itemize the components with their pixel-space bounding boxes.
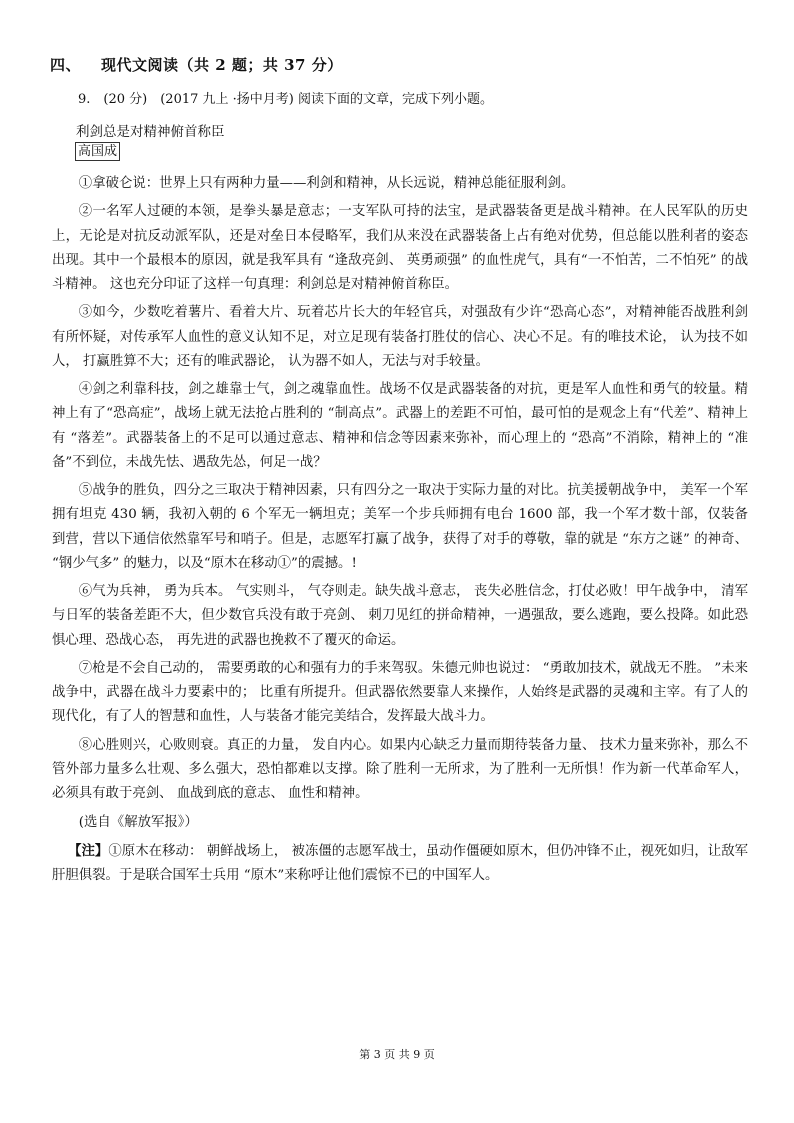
article-note <box>52 839 748 888</box>
page-footer: 第 3 页 共 9 页 <box>359 1048 435 1061</box>
section-number: 四、 <box>50 56 82 74</box>
paragraph-3: ③如今，少数吃着薯片、看着大片、玩着芯片长大的年轻官兵，对强敌有少许“恐高心态”，对精神能否战胜利剑有所怀疑，对传承军人血性的意义认知不足，对立足现有装备打胜仗的信心、决心不足。有的唯技术论， 认为技不如人， 打赢胜算不大；还有的唯武器论， 认为器不如人，无法与对手较量。 <box>52 305 748 369</box>
article-author: 高国成 <box>75 142 120 161</box>
paragraph-8: ⑧心胜则兴，心败则衰。真正的力量， 发自内心。如果内心缺乏力量而期待装备力量、 技术力量来弥补，那么不管外部力量多么壮观、多么强大，恐怕都难以支撑。除了胜利一无所求，为了胜利一无所惧！作为新一代革命军人， 必须具有敢于亮剑、 血战到底的意志、 血性和精神。 <box>52 737 748 802</box>
article-title: 利剑总是对精神俯首称臣 <box>76 124 225 140</box>
article-body <box>52 172 748 893</box>
section-title: 现代文阅读（共 2 题；共 37 分） <box>101 56 343 74</box>
paragraph-2: ②一名军人过硬的本领，是拳头暴是意志；一支军队可持的法宝，是武器装备更是战斗精神。在人民军队的历史上，无论是对抗反动派军队，还是对垒日本侵略军，我们从来没在武器装备上占有绝对优势，但总能以胜利者的姿态出现。其中一个最根本的原因，就是我军具有 “逢敌亮剑、 英勇顽强” 的血性虎气，具有“一不怕苦，二不怕死” 的战斗精神。 这也充分印证了这样一句真理：利剑总是对精神俯首称臣。 <box>52 204 748 292</box>
paragraph-1: ①拿破仑说：世界上只有两种力量——利剑和精神，从长远说，精神总能征服利剑。 <box>78 176 575 191</box>
paragraph-5: ⑤战争的胜负，四分之三取决于精神因素，只有四分之一取决于实际力量的对比。抗美援朝战争中， 美军一个军拥有坦克 430 辆，我初入朝的 6 个军无一辆坦克；美军一个步兵师拥有电台 1600 部，我一个军才数十部，仅装备到营，营以下通信依然靠军号和哨子。但是，志愿军打赢了战争，获得了对手的尊敬，靠的就是 “东方之谜” 的神奇、 “钢少气多” 的魅力，以及“原木在移动①”的震撼。! <box>52 483 748 571</box>
section-heading <box>50 54 343 75</box>
note-tag: 【注】 <box>68 842 109 859</box>
article-source: (选自《解放军报》） <box>78 814 198 830</box>
paragraph-7: ⑦枪是不会自己动的， 需要勇敢的心和强有力的手来驾驭。朱德元帅也说过： “勇敢加技术，就战无不胜。 ”未来战争中，武器在战斗力要素中的； 比重有所提升。但武器依然要靠人来操作，人始终是武器的灵魂和主宰。有了人的现代化，有了人的智慧和血性，人与装备才能完美结合，发挥最大战斗力。 <box>52 660 749 725</box>
note-text: ①原木在移动： 朝鲜战场上， 被冻僵的志愿军战士，虽动作僵硬如原木，但仍冲锋不止，视死如归，让敌军肝胆俱裂。于是联合国军士兵用 “原木”来称呼让他们震惊不已的中国军人。 <box>52 843 749 884</box>
question-stem: 9. (20 分) (2017 九上 ·扬中月考) 阅读下面的文章，完成下列小题。 <box>78 92 493 107</box>
paragraph-4: ④剑之利靠科技，剑之雄靠士气，剑之魂靠血性。战场不仅是武器装备的对抗，更是军人血性和勇气的较量。精神上有了“恐高症”，战场上就无法抢占胜利的 “制高点”。武器上的差距不可怕，最可怕的是观念上有“代差”、精神上有 “落差”。武器装备上的不足可以通过意志、精神和信念等因素来弥补，而心理上的 “恐高”不消除，精神上的 “准备”不到位，未战先怯、遇敌先怂，何足一战？ <box>52 382 748 470</box>
paragraph-6: ⑥气为兵神， 勇为兵本。 气实则斗， 气夺则走。缺失战斗意志， 丧失必胜信念，打仗必败！甲午战争中， 清军与日军的装备差距不大，但少数官兵没有敢于亮剑、 刺刀见红的拼命精神，一遇强敌，要么逃跑，要么投降。如此恐惧心理、恐战心态， 再先进的武器也挽救不了覆灭的命运。 <box>52 584 748 648</box>
